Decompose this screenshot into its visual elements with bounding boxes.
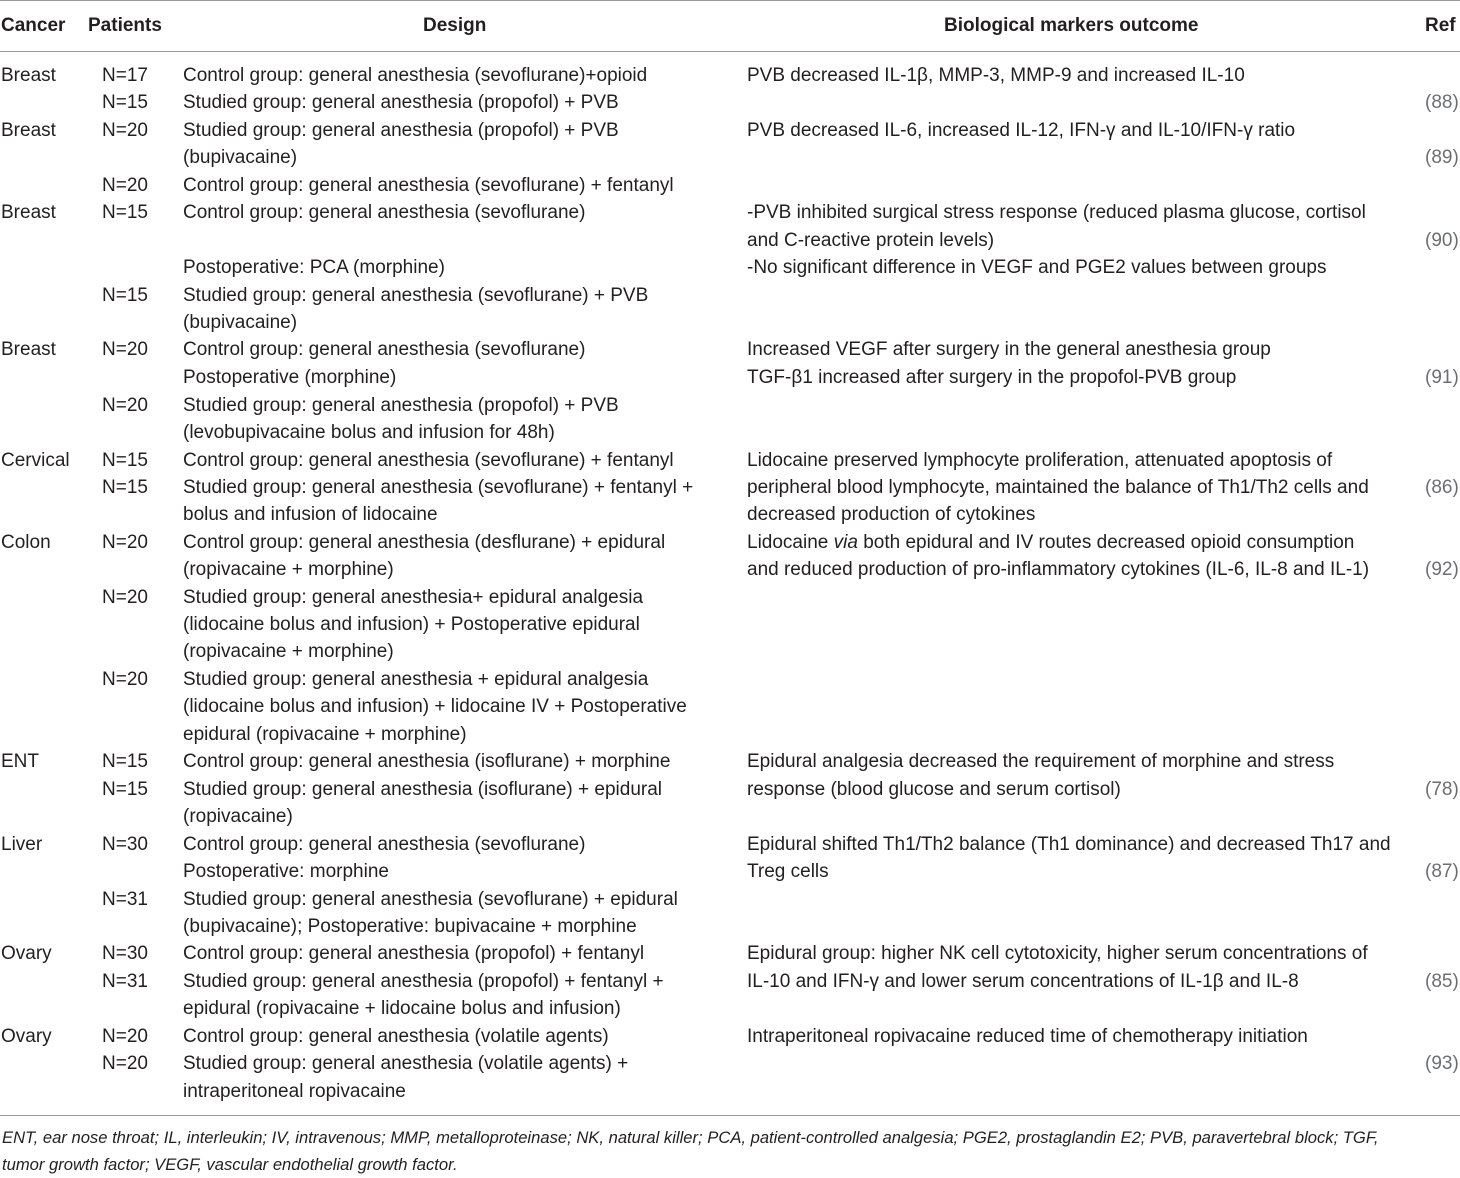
design-line: epidural (ropivacaine + lidocaine bolus and infusion) bbox=[183, 998, 621, 1019]
outcome-line: -No significant difference in VEGF and PGE2 values between groups bbox=[747, 257, 1327, 278]
design-line: Studied group: general anesthesia (sevoflurane) + epidural bbox=[183, 889, 678, 910]
reference-link[interactable]: (92) bbox=[1425, 559, 1459, 580]
patients-count: N=30 bbox=[102, 943, 148, 964]
cancer-label: Ovary bbox=[1, 1026, 52, 1047]
design-line: (ropivacaine) bbox=[183, 806, 293, 827]
footnote-line: tumor growth factor; VEGF, vascular endothelial growth factor. bbox=[2, 1155, 458, 1174]
outcome-line: Treg cells bbox=[747, 861, 829, 882]
design-line: Control group: general anesthesia (isoflurane) + morphine bbox=[183, 751, 671, 772]
design-line: Studied group: general anesthesia+ epidural analgesia bbox=[183, 587, 644, 608]
design-line: Postoperative (morphine) bbox=[183, 367, 397, 388]
design-line: Control group: general anesthesia (sevoflurane)+opioid bbox=[183, 65, 648, 86]
patients-count: N=15 bbox=[102, 450, 148, 471]
design-line: Studied group: general anesthesia (propofol) + PVB bbox=[183, 395, 619, 416]
patients-count: N=15 bbox=[102, 779, 148, 800]
outcome-text-italic: via bbox=[833, 532, 858, 553]
cancer-label: Cervical bbox=[1, 450, 70, 471]
patients-count: N=15 bbox=[102, 751, 148, 772]
outcome-line: TGF-β1 increased after surgery in the propofol-PVB group bbox=[747, 367, 1237, 388]
design-line: (levobupivacaine bolus and infusion for 48h) bbox=[183, 422, 555, 443]
patients-count: N=20 bbox=[102, 587, 148, 608]
outcome-line: IL-10 and IFN-γ and lower serum concentrations of IL-1β and IL-8 bbox=[747, 971, 1299, 992]
outcome-line: PVB decreased IL-6, increased IL-12, IFN-γ and IL-10/IFN-γ ratio bbox=[747, 120, 1296, 141]
table-footnote bbox=[2, 1124, 1458, 1178]
design-line: Control group: general anesthesia (desflurane) + epidural bbox=[183, 532, 666, 553]
reference-link[interactable]: (89) bbox=[1425, 147, 1459, 168]
outcome-line: and C-reactive protein levels) bbox=[747, 230, 995, 251]
design-line: Studied group: general anesthesia (sevoflurane) + PVB bbox=[183, 285, 649, 306]
reference-link[interactable]: (87) bbox=[1425, 861, 1459, 882]
cancer-label: Colon bbox=[1, 532, 51, 553]
design-line: Studied group: general anesthesia (sevoflurane) + fentanyl + bbox=[183, 477, 694, 498]
design-line: bolus and infusion of lidocaine bbox=[183, 504, 438, 525]
outcome-text: Lidocaine bbox=[747, 532, 834, 553]
cancer-label: Breast bbox=[1, 339, 56, 360]
outcome-line: Epidural group: higher NK cell cytotoxicity, higher serum concentrations of bbox=[747, 943, 1368, 964]
header-ref: Ref bbox=[1425, 15, 1456, 36]
patients-count: N=15 bbox=[102, 477, 148, 498]
design-line: epidural (ropivacaine + morphine) bbox=[183, 724, 467, 745]
design-line: (lidocaine bolus and infusion) + Postoperative epidural bbox=[183, 614, 640, 635]
design-line: Control group: general anesthesia (sevoflurane) bbox=[183, 202, 586, 223]
reference-link[interactable]: (78) bbox=[1425, 779, 1459, 800]
design-line: Control group: general anesthesia (sevoflurane) + fentanyl bbox=[183, 175, 674, 196]
patients-count: N=15 bbox=[102, 202, 148, 223]
outcome-line: PVB decreased IL-1β, MMP-3, MMP-9 and increased IL-10 bbox=[747, 65, 1245, 86]
design-line: Studied group: general anesthesia (isoflurane) + epidural bbox=[183, 779, 663, 800]
design-line: Postoperative: morphine bbox=[183, 861, 389, 882]
design-line: Studied group: general anesthesia + epidural analgesia bbox=[183, 669, 649, 690]
reference-link[interactable]: (88) bbox=[1425, 92, 1459, 113]
outcome-line: decreased production of cytokines bbox=[747, 504, 1036, 525]
header-rule bbox=[0, 51, 1460, 52]
design-line: (bupivacaine) bbox=[183, 312, 298, 333]
footnote-line: ENT, ear nose throat; IL, interleukin; IV, intravenous; MMP, metalloproteinase; NK, natural killer; PCA, patient-controlled analgesia; PGE2, prostaglandin E2; PVB, paravertebral block; TGF, bbox=[2, 1128, 1379, 1147]
header-patients: Patients bbox=[88, 15, 162, 36]
design-line: Studied group: general anesthesia (propofol) + PVB bbox=[183, 120, 619, 141]
cancer-label: ENT bbox=[1, 751, 39, 772]
top-rule bbox=[0, 0, 1460, 1]
outcome-line: Lidocaine preserved lymphocyte proliferation, attenuated apoptosis of bbox=[747, 450, 1333, 471]
design-line: Control group: general anesthesia (sevoflurane) bbox=[183, 339, 586, 360]
patients-count: N=20 bbox=[102, 339, 148, 360]
design-line: Studied group: general anesthesia (volatile agents) + bbox=[183, 1053, 629, 1074]
design-line: Control group: general anesthesia (volatile agents) bbox=[183, 1026, 609, 1047]
reference-link[interactable]: (90) bbox=[1425, 230, 1459, 251]
header-design: Design bbox=[423, 15, 487, 36]
outcome-line: Epidural shifted Th1/Th2 balance (Th1 dominance) and decreased Th17 and bbox=[747, 834, 1391, 855]
cancer-label: Liver bbox=[1, 834, 43, 855]
design-line: (ropivacaine + morphine) bbox=[183, 641, 394, 662]
patients-count: N=20 bbox=[102, 120, 148, 141]
bottom-rule bbox=[0, 1115, 1460, 1116]
design-line: Studied group: general anesthesia (propofol) + PVB bbox=[183, 92, 619, 113]
design-line: (bupivacaine); Postoperative: bupivacaine + morphine bbox=[183, 916, 637, 937]
patients-count: N=20 bbox=[102, 1053, 148, 1074]
outcome-line: and reduced production of pro-inflammatory cytokines (IL-6, IL-8 and IL-1) bbox=[747, 559, 1370, 580]
patients-count: N=20 bbox=[102, 669, 148, 690]
outcome-line: response (blood glucose and serum cortisol) bbox=[747, 779, 1121, 800]
patients-count: N=20 bbox=[102, 1026, 148, 1047]
outcome-line bbox=[747, 529, 1354, 556]
cancer-label: Breast bbox=[1, 65, 56, 86]
patients-count: N=17 bbox=[102, 65, 148, 86]
reference-link[interactable]: (85) bbox=[1425, 971, 1459, 992]
reference-link[interactable]: (86) bbox=[1425, 477, 1459, 498]
patients-count: N=31 bbox=[102, 889, 148, 910]
patients-count: N=15 bbox=[102, 92, 148, 113]
outcome-line: Intraperitoneal ropivacaine reduced time of chemotherapy initiation bbox=[747, 1026, 1308, 1047]
reference-link[interactable]: (93) bbox=[1425, 1053, 1459, 1074]
outcome-line: -PVB inhibited surgical stress response (reduced plasma glucose, cortisol bbox=[747, 202, 1366, 223]
design-line: intraperitoneal ropivacaine bbox=[183, 1081, 406, 1102]
design-line: Studied group: general anesthesia (propofol) + fentanyl + bbox=[183, 971, 664, 992]
patients-count: N=20 bbox=[102, 532, 148, 553]
patients-count: N=30 bbox=[102, 834, 148, 855]
design-line: Control group: general anesthesia (sevoflurane) bbox=[183, 834, 586, 855]
outcome-text: both epidural and IV routes decreased opioid consumption bbox=[857, 532, 1355, 553]
patients-count: N=31 bbox=[102, 971, 148, 992]
outcome-line: Epidural analgesia decreased the requirement of morphine and stress bbox=[747, 751, 1335, 772]
design-line: (lidocaine bolus and infusion) + lidocaine IV + Postoperative bbox=[183, 696, 687, 717]
design-line: Postoperative: PCA (morphine) bbox=[183, 257, 445, 278]
cancer-label: Breast bbox=[1, 120, 56, 141]
header-outcome: Biological markers outcome bbox=[944, 15, 1199, 36]
outcome-line: peripheral blood lymphocyte, maintained the balance of Th1/Th2 cells and bbox=[747, 477, 1369, 498]
reference-link[interactable]: (91) bbox=[1425, 367, 1459, 388]
design-line: (ropivacaine + morphine) bbox=[183, 559, 394, 580]
patients-count: N=15 bbox=[102, 285, 148, 306]
design-line: Control group: general anesthesia (propofol) + fentanyl bbox=[183, 943, 645, 964]
cancer-label: Breast bbox=[1, 202, 56, 223]
design-line: Control group: general anesthesia (sevoflurane) + fentanyl bbox=[183, 450, 674, 471]
cancer-label: Ovary bbox=[1, 943, 52, 964]
design-line: (bupivacaine) bbox=[183, 147, 298, 168]
header-cancer: Cancer bbox=[1, 15, 66, 36]
patients-count: N=20 bbox=[102, 175, 148, 196]
outcome-line: Increased VEGF after surgery in the general anesthesia group bbox=[747, 339, 1271, 360]
patients-count: N=20 bbox=[102, 395, 148, 416]
